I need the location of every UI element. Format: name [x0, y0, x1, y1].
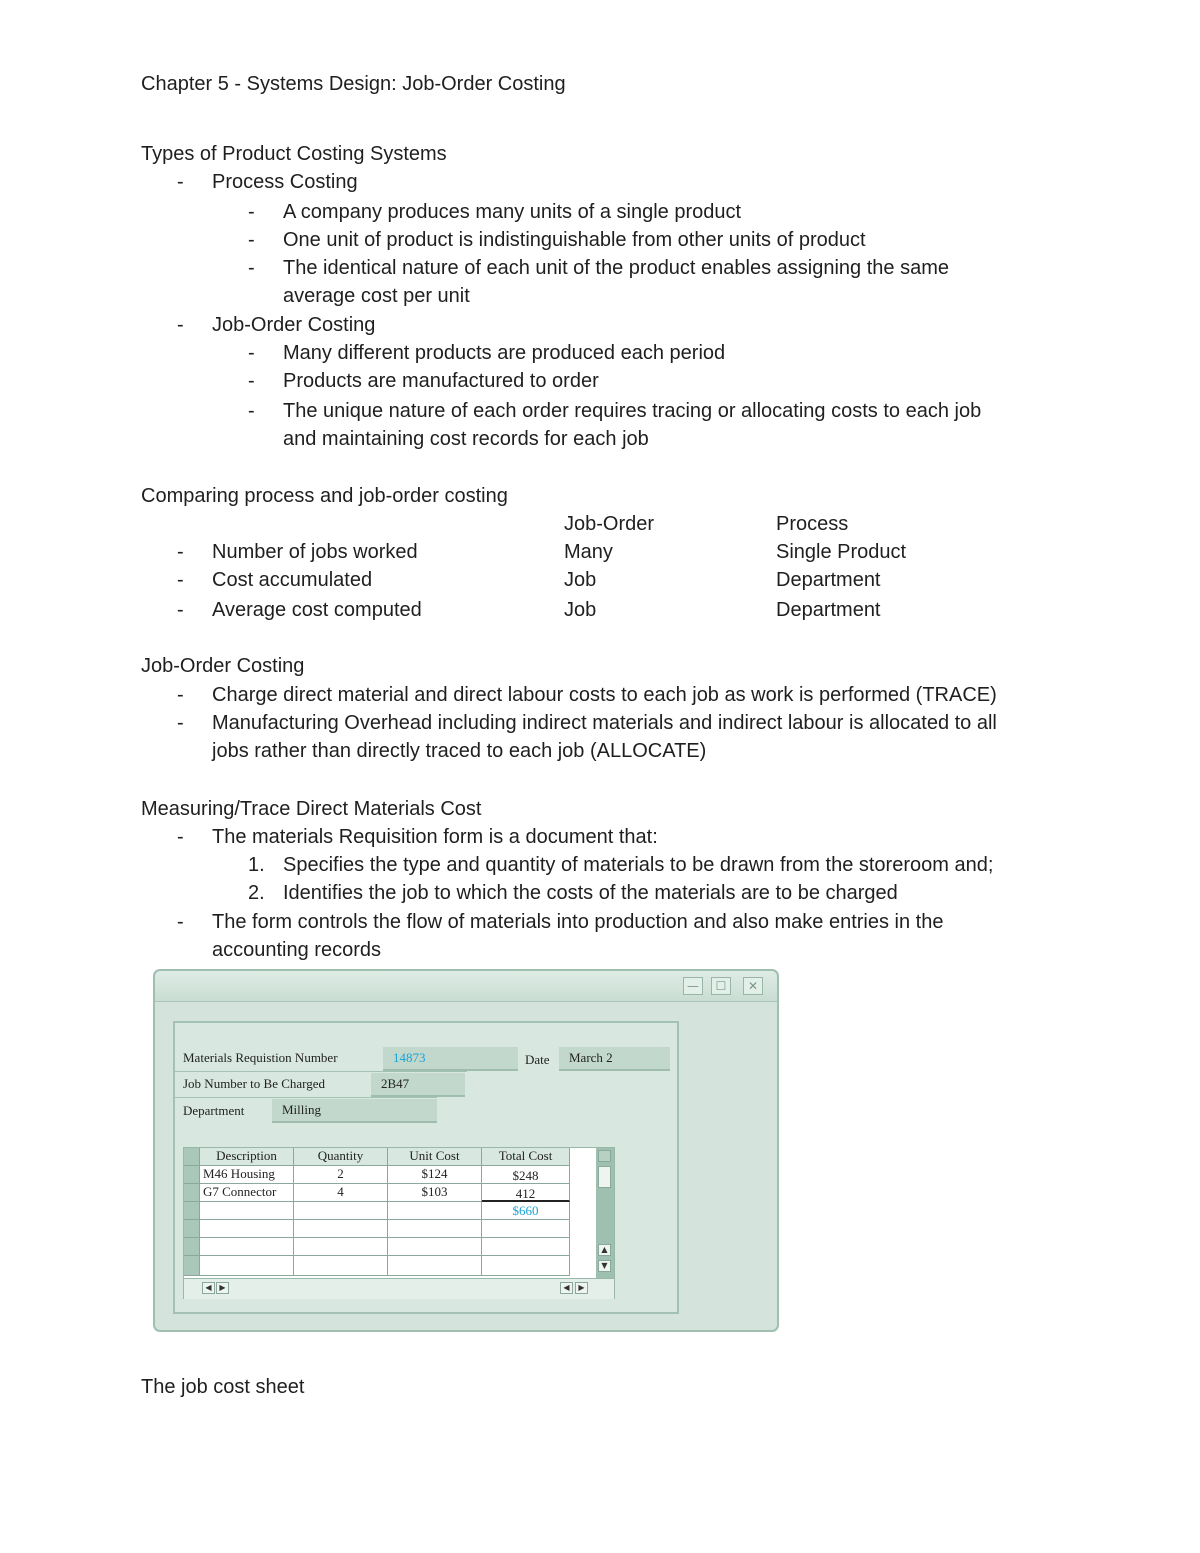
scroll-right-icon[interactable]: ▶ [575, 1282, 588, 1294]
joc-bullet: Charge direct material and direct labour costs to each job as work is performed (TRACE) [212, 684, 997, 706]
bullet-dash: - [177, 712, 184, 734]
joc-heading: Job-Order Costing [141, 655, 305, 677]
job-number-field[interactable] [371, 1073, 465, 1097]
cell-empty[interactable] [482, 1238, 570, 1256]
date-field[interactable] [559, 1047, 670, 1071]
materials-heading: Measuring/Trace Direct Materials Cost [141, 798, 482, 820]
compare-row-process: Single Product [776, 541, 907, 563]
cell-unit-cost[interactable]: $103 [388, 1184, 482, 1202]
materials-bullet-cont: accounting records [212, 939, 381, 961]
process-bullet: The identical nature of each unit of the product enables assigning the same [283, 257, 949, 279]
bullet-dash: - [248, 400, 255, 422]
row-header[interactable] [184, 1220, 200, 1238]
cell-empty[interactable] [200, 1256, 294, 1276]
row-header[interactable] [184, 1256, 200, 1276]
scroll-corner-icon [598, 1150, 611, 1162]
bullet-dash: - [177, 599, 184, 621]
compare-row-label: Average cost computed [212, 599, 422, 621]
compare-row-job: Job [564, 599, 597, 621]
cell-empty[interactable] [388, 1256, 482, 1276]
compare-row-label: Cost accumulated [212, 569, 373, 591]
close-icon[interactable]: ✕ [743, 977, 763, 995]
department-value: Milling [282, 1102, 322, 1117]
cell-empty[interactable] [388, 1202, 482, 1220]
job-number-value: 2B47 [381, 1076, 410, 1091]
scroll-down-icon[interactable]: ▼ [598, 1260, 611, 1272]
job-number-label: Job Number to Be Charged [183, 1076, 326, 1091]
bullet-dash: - [248, 342, 255, 364]
numbered-item: Specifies the type and quantity of materials to be drawn from the storeroom and; [283, 854, 994, 876]
column-header-quantity: Quantity [294, 1148, 388, 1166]
bullet-dash: - [177, 314, 184, 336]
bullet-dash: - [177, 911, 184, 933]
column-header-unit-cost: Unit Cost [388, 1148, 482, 1166]
cell-total-cost[interactable]: 412 [482, 1184, 570, 1202]
department-field[interactable] [272, 1099, 437, 1123]
cell-empty[interactable] [200, 1202, 294, 1220]
bullet-dash: - [248, 370, 255, 392]
bullet-dash: - [177, 171, 184, 193]
types-heading: Types of Product Costing Systems [141, 143, 447, 165]
numbered-marker: 2. [248, 882, 265, 904]
job-order-bullet: Products are manufactured to order [283, 370, 599, 392]
cell-description[interactable]: G7 Connector [200, 1184, 294, 1202]
job-cost-sheet-heading: The job cost sheet [141, 1376, 305, 1398]
compare-row-job: Many [564, 541, 613, 563]
job-order-bullet: The unique nature of each order requires tracing or allocating costs to each job [283, 400, 982, 422]
process-bullet: A company produces many units of a single product [283, 201, 742, 223]
requisition-number-label: Materials Requistion Number [183, 1050, 338, 1065]
bullet-dash: - [177, 826, 184, 848]
materials-bullet: The materials Requisition form is a document that: [212, 826, 658, 848]
bullet-dash: - [248, 229, 255, 251]
compare-row-process: Department [776, 599, 881, 621]
compare-row-job: Job [564, 569, 597, 591]
cell-empty[interactable] [294, 1238, 388, 1256]
cell-empty[interactable] [200, 1220, 294, 1238]
row-header[interactable] [184, 1184, 200, 1202]
form-row-divider [175, 1071, 467, 1072]
cell-empty[interactable] [294, 1220, 388, 1238]
process-costing-label: Process Costing [212, 171, 358, 193]
bullet-dash: - [248, 201, 255, 223]
page-title: Chapter 5 - Systems Design: Job-Order Costing [141, 73, 566, 95]
column-header-total-cost: Total Cost [482, 1148, 570, 1166]
requisition-form [173, 1021, 679, 1314]
cell-empty[interactable] [294, 1256, 388, 1276]
materials-bullet: The form controls the flow of materials into production and also make entries in the [212, 911, 944, 933]
column-header-description: Description [200, 1148, 294, 1166]
cell-empty[interactable] [482, 1220, 570, 1238]
numbered-marker: 1. [248, 854, 265, 876]
job-order-bullet: Many different products are produced each period [283, 342, 726, 364]
job-order-costing-label: Job-Order Costing [212, 314, 376, 336]
process-bullet: One unit of product is indistinguishable from other units of product [283, 229, 866, 251]
maximize-icon[interactable]: ☐ [711, 977, 731, 995]
compare-col-process: Process [776, 513, 849, 535]
bullet-dash: - [248, 257, 255, 279]
bullet-dash: - [177, 541, 184, 563]
minimize-icon[interactable]: — [683, 977, 703, 995]
process-bullet-cont: average cost per unit [283, 285, 470, 307]
cell-total-cost[interactable]: $248 [482, 1166, 570, 1184]
requisition-number-value: 14873 [393, 1050, 426, 1065]
cell-quantity[interactable]: 2 [294, 1166, 388, 1184]
job-order-bullet-cont: and maintaining cost records for each job [283, 428, 649, 450]
scroll-left-icon[interactable]: ◀ [560, 1282, 573, 1294]
cell-total-sum[interactable]: $660 [482, 1202, 570, 1220]
date-value: March 2 [569, 1050, 613, 1065]
cell-empty[interactable] [388, 1238, 482, 1256]
scroll-up-icon[interactable]: ▲ [598, 1244, 611, 1256]
compare-col-job-order: Job-Order [564, 513, 655, 535]
cell-unit-cost[interactable]: $124 [388, 1166, 482, 1184]
department-label: Department [183, 1103, 245, 1118]
cell-empty[interactable] [294, 1202, 388, 1220]
materials-grid[interactable] [183, 1147, 615, 1299]
compare-row-label: Number of jobs worked [212, 541, 418, 563]
row-header[interactable] [184, 1238, 200, 1256]
window-title-bar [155, 971, 777, 1002]
requisition-number-field[interactable] [383, 1047, 518, 1071]
form-row-divider [175, 1097, 437, 1098]
bullet-dash: - [177, 684, 184, 706]
compare-row-process: Department [776, 569, 881, 591]
row-header [184, 1148, 200, 1166]
row-header[interactable] [184, 1166, 200, 1184]
joc-bullet-cont: jobs rather than directly traced to each job (ALLOCATE) [212, 740, 707, 762]
scroll-thumb[interactable] [598, 1166, 611, 1188]
horizontal-scrollbar[interactable] [184, 1278, 614, 1299]
scroll-left-icon[interactable]: ◀ [202, 1282, 215, 1294]
cell-empty[interactable] [482, 1256, 570, 1276]
date-label: Date [525, 1052, 550, 1067]
row-header[interactable] [184, 1202, 200, 1220]
joc-bullet: Manufacturing Overhead including indirect materials and indirect labour is allocated to all [212, 712, 997, 734]
bullet-dash: - [177, 569, 184, 591]
cell-empty[interactable] [200, 1238, 294, 1256]
cell-quantity[interactable]: 4 [294, 1184, 388, 1202]
cell-description[interactable]: M46 Housing [200, 1166, 294, 1184]
scroll-right-icon[interactable]: ▶ [216, 1282, 229, 1294]
numbered-item: Identifies the job to which the costs of the materials are to be charged [283, 882, 898, 904]
vertical-scrollbar[interactable] [596, 1148, 614, 1278]
materials-requisition-window [153, 969, 779, 1332]
cell-empty[interactable] [388, 1220, 482, 1238]
compare-heading: Comparing process and job-order costing [141, 485, 508, 507]
